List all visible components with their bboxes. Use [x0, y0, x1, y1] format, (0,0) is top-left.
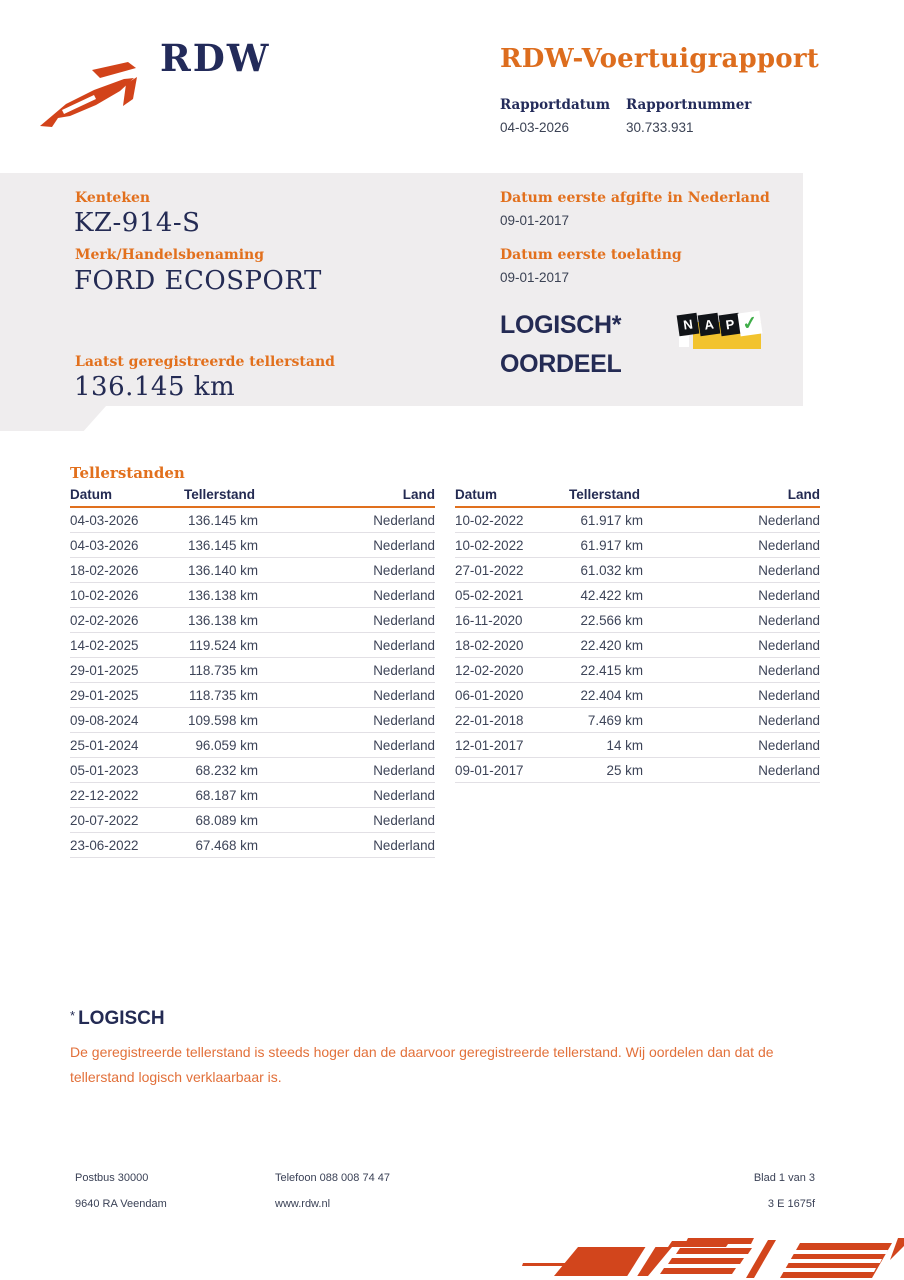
table-row	[455, 733, 820, 758]
table-cell-land: Nederland	[373, 513, 435, 528]
table-cell-land: Nederland	[373, 738, 435, 753]
table-cell-datum: 27-01-2022	[455, 563, 524, 578]
table-cell-land: Nederland	[758, 638, 820, 653]
table-cell-land: Nederland	[373, 588, 435, 603]
table-cell-datum: 04-03-2026	[70, 513, 139, 528]
tellerstand-label: Laatst geregistreerde tellerstand	[75, 354, 335, 370]
table-cell-datum: 29-01-2025	[70, 663, 139, 678]
afgifte-value: 09-01-2017	[500, 213, 570, 228]
table-cell-datum: 06-01-2020	[455, 688, 524, 703]
odometer-table-right	[455, 487, 820, 858]
table-cell-land: Nederland	[758, 513, 820, 528]
table-cell-stand: 118.735 km	[189, 688, 258, 703]
footer-address-line2: 9640 RA Veendam	[75, 1198, 167, 1210]
col-header-tellerstand: Tellerstand	[569, 487, 641, 502]
rdw-wing-logo-icon	[36, 52, 156, 132]
table-cell-datum: 23-06-2022	[70, 838, 139, 853]
afgifte-label: Datum eerste afgifte in Nederland	[500, 190, 770, 206]
table-cell-stand: 136.145 km	[188, 538, 258, 553]
col-header-land: Land	[787, 487, 820, 502]
kenteken-label: Kenteken	[75, 190, 151, 206]
table-cell-stand: 67.468 km	[195, 838, 258, 853]
table-cell-land: Nederland	[758, 663, 820, 678]
table-body-left	[70, 508, 435, 858]
report-number-block	[626, 97, 751, 135]
nap-letter-square: P	[719, 313, 742, 337]
table-row	[70, 833, 435, 858]
table-body-right	[455, 508, 820, 783]
table-cell-stand: 61.917 km	[580, 538, 643, 553]
logisch-footnote	[70, 1008, 780, 1089]
table-cell-datum: 18-02-2020	[455, 638, 524, 653]
table-cell-stand: 68.089 km	[195, 813, 258, 828]
oordeel-line2: OORDEEL	[500, 350, 622, 378]
table-row	[70, 508, 435, 533]
report-date-block	[500, 97, 612, 135]
table-cell-stand: 136.140 km	[188, 563, 258, 578]
table-cell-stand: 22.415 km	[580, 663, 643, 678]
col-header-land: Land	[402, 487, 435, 502]
table-row	[455, 583, 820, 608]
table-cell-datum: 04-03-2026	[70, 538, 139, 553]
table-cell-land: Nederland	[373, 688, 435, 703]
tellerstand-value: 136.145 km	[74, 372, 236, 402]
nap-letter-square: N	[677, 313, 700, 337]
table-row	[455, 658, 820, 683]
table-cell-stand: 22.404 km	[580, 688, 643, 703]
table-cell-datum: 16-11-2020	[455, 613, 523, 628]
footer-phone: Telefoon 088 008 74 47	[275, 1172, 390, 1184]
table-cell-land: Nederland	[758, 588, 820, 603]
table-cell-datum: 05-02-2021	[455, 588, 524, 603]
table-row	[455, 633, 820, 658]
table-cell-stand: 136.138 km	[188, 613, 258, 628]
table-cell-datum: 29-01-2025	[70, 688, 139, 703]
footer-address-line1: Postbus 30000	[75, 1172, 149, 1184]
footer-page-number: Blad 1 van 3	[753, 1172, 815, 1184]
table-cell-stand: 109.598 km	[188, 713, 258, 728]
col-header-tellerstand: Tellerstand	[184, 487, 256, 502]
table-row	[70, 608, 435, 633]
table-cell-land: Nederland	[373, 713, 435, 728]
table-cell-datum: 18-02-2026	[70, 563, 139, 578]
nap-checkmark-icon: ✓	[738, 311, 763, 337]
table-cell-datum: 20-07-2022	[70, 813, 139, 828]
table-cell-stand: 136.145 km	[188, 513, 258, 528]
col-header-datum: Datum	[70, 487, 113, 502]
table-row	[455, 708, 820, 733]
table-cell-land: Nederland	[758, 613, 820, 628]
nap-white-square	[679, 336, 689, 347]
table-row	[70, 558, 435, 583]
table-cell-stand: 61.032 km	[580, 563, 643, 578]
table-row	[455, 758, 820, 783]
report-meta	[500, 97, 765, 135]
footnote-title	[70, 1008, 780, 1030]
table-cell-datum: 10-02-2022	[455, 538, 524, 553]
table-row	[70, 633, 435, 658]
table-row	[70, 758, 435, 783]
table-cell-datum: 12-02-2020	[455, 663, 524, 678]
table-cell-stand: 136.138 km	[188, 588, 258, 603]
table-cell-land: Nederland	[758, 688, 820, 703]
odometer-table-left	[70, 487, 435, 858]
report-number-label: Rapportnummer	[626, 97, 752, 113]
table-cell-datum: 10-02-2022	[455, 513, 524, 528]
table-cell-land: Nederland	[758, 538, 820, 553]
table-cell-stand: 96.059 km	[195, 738, 258, 753]
footer-contact	[275, 1172, 390, 1210]
table-cell-datum: 14-02-2025	[70, 638, 139, 653]
table-row	[70, 783, 435, 808]
table-row	[455, 683, 820, 708]
footer-address	[75, 1172, 167, 1210]
report-number-value: 30.733.931	[626, 120, 694, 135]
table-row	[455, 558, 820, 583]
table-cell-land: Nederland	[373, 813, 435, 828]
table-header-row	[455, 487, 820, 508]
speed-stripes-graphic	[520, 1236, 904, 1280]
table-cell-land: Nederland	[758, 763, 820, 778]
tellerstanden-section-title: Tellerstanden	[70, 464, 185, 482]
table-cell-datum: 05-01-2023	[70, 763, 139, 778]
toelating-label: Datum eerste toelating	[500, 247, 682, 263]
table-row	[70, 733, 435, 758]
panel-corner-tab	[0, 406, 106, 431]
odometer-tables	[70, 487, 820, 858]
table-cell-land: Nederland	[373, 763, 435, 778]
table-row	[70, 658, 435, 683]
merk-label: Merk/Handelsbenaming	[75, 247, 265, 263]
table-row	[455, 608, 820, 633]
table-row	[70, 808, 435, 833]
table-cell-land: Nederland	[373, 788, 435, 803]
table-cell-land: Nederland	[373, 638, 435, 653]
table-cell-land: Nederland	[373, 663, 435, 678]
table-cell-stand: 7.469 km	[587, 713, 643, 728]
footnote-asterisk: *	[70, 1008, 76, 1023]
rdw-logo-wordmark: RDW	[160, 36, 271, 80]
table-cell-datum: 02-02-2026	[70, 613, 139, 628]
table-row	[455, 508, 820, 533]
table-cell-datum: 09-01-2017	[455, 763, 524, 778]
toelating-value: 09-01-2017	[500, 270, 570, 285]
footnote-body: De geregistreerde tellerstand is steeds hoger dan de daarvoor geregistreerde tellerstand. Wij oordelen dan dat de tellerstand logisch verklaarbaar is.	[70, 1044, 774, 1085]
table-cell-stand: 25 km	[606, 763, 643, 778]
table-row	[455, 533, 820, 558]
table-cell-stand: 14 km	[606, 738, 643, 753]
table-cell-datum: 10-02-2026	[70, 588, 139, 603]
table-cell-land: Nederland	[373, 563, 435, 578]
table-cell-stand: 68.232 km	[195, 763, 258, 778]
table-cell-stand: 22.420 km	[580, 638, 643, 653]
oordeel-verdict	[500, 306, 622, 384]
nap-letter-square: A	[698, 313, 721, 337]
table-cell-stand: 119.524 km	[189, 638, 258, 653]
table-header-row	[70, 487, 435, 508]
table-cell-land: Nederland	[758, 563, 820, 578]
page-title: RDW-Voertuigrapport	[500, 44, 819, 74]
table-cell-land: Nederland	[758, 713, 820, 728]
kenteken-value: KZ-914-S	[74, 208, 201, 238]
table-cell-stand: 22.566 km	[580, 613, 643, 628]
table-cell-land: Nederland	[758, 738, 820, 753]
table-cell-datum: 12-01-2017	[455, 738, 524, 753]
table-cell-stand: 118.735 km	[189, 663, 258, 678]
table-row	[70, 533, 435, 558]
oordeel-line1: LOGISCH*	[500, 311, 622, 339]
table-cell-land: Nederland	[373, 538, 435, 553]
table-cell-stand: 61.917 km	[580, 513, 643, 528]
footer-website[interactable]: www.rdw.nl	[275, 1198, 331, 1210]
table-row	[70, 683, 435, 708]
table-cell-datum: 09-08-2024	[70, 713, 139, 728]
table-cell-datum: 22-01-2018	[455, 713, 524, 728]
table-row	[70, 708, 435, 733]
table-cell-land: Nederland	[373, 838, 435, 853]
table-cell-datum: 25-01-2024	[70, 738, 139, 753]
report-date-value: 04-03-2026	[500, 120, 570, 135]
footer-doc-code: 3 E 1675f	[767, 1198, 815, 1210]
vehicle-summary-panel	[0, 173, 803, 406]
footer-pagination	[754, 1172, 815, 1210]
table-row	[70, 583, 435, 608]
table-cell-land: Nederland	[373, 613, 435, 628]
merk-value: FORD ECOSPORT	[74, 266, 322, 296]
col-header-datum: Datum	[455, 487, 498, 502]
table-cell-stand: 42.422 km	[580, 588, 643, 603]
footnote-title-text: LOGISCH	[78, 1008, 165, 1029]
table-cell-stand: 68.187 km	[195, 788, 258, 803]
nap-logo	[678, 311, 766, 355]
report-date-label: Rapportdatum	[500, 97, 611, 113]
table-cell-datum: 22-12-2022	[70, 788, 139, 803]
